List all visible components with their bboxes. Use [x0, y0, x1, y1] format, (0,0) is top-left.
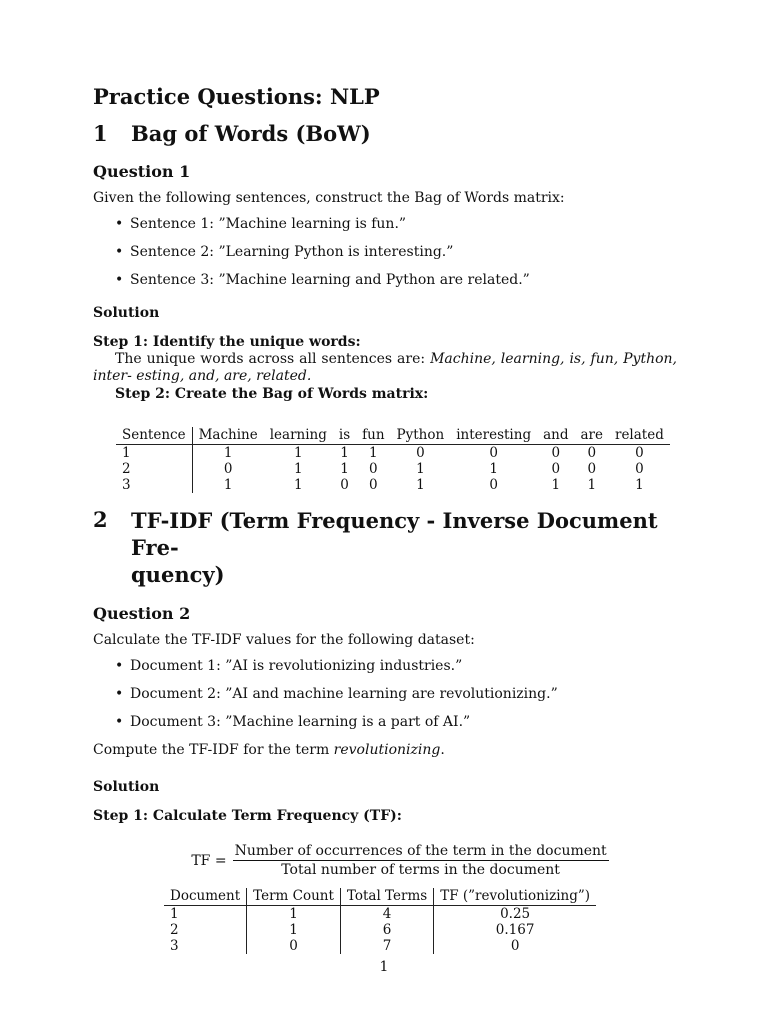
bow-table [116, 427, 670, 493]
table-cell: 1 [294, 461, 303, 477]
table-row [116, 477, 670, 493]
formula-fraction [233, 843, 609, 878]
table-cell: 0 [489, 477, 498, 493]
table-cell: 1 [340, 461, 349, 477]
table-header-cell: TF (”revolutionizing”) [440, 888, 591, 904]
table-cell: 7 [340, 938, 433, 954]
section-2-title-line-2: quency) [131, 562, 225, 587]
table-cell: 0 [340, 477, 349, 493]
table-header-cell: Python [396, 427, 445, 443]
table-cell: 1 [294, 445, 303, 461]
table-cell: 1 [116, 445, 192, 462]
table-cell: 0 [510, 938, 520, 954]
table-cell: 3 [116, 477, 192, 493]
page-number: 1 [379, 959, 389, 975]
tf-table [164, 888, 596, 954]
table-cell: 0 [551, 445, 561, 461]
compute-lead: Compute the TF-IDF for the term [93, 742, 334, 758]
compute-term: revolutionizing [333, 742, 441, 758]
table-cell: 1 [223, 477, 233, 493]
table-cell: 1 [247, 922, 341, 938]
table-header-cell: Sentence [116, 427, 192, 445]
table-header-cell: Document [164, 888, 247, 906]
document-page [93, 78, 677, 954]
tf-step-heading: Step 1: Calculate Term Frequency (TF): [93, 808, 402, 824]
section-1-number: 1 [93, 121, 108, 146]
table-row [116, 445, 670, 462]
question-2-prompt: Calculate the TF-IDF values for the following dataset: [93, 632, 475, 648]
unique-words-list: Machine, learning, is, fun, Python, inter- esting, and, are, related. [93, 351, 677, 384]
table-row [164, 938, 596, 954]
sentence-list [93, 215, 677, 289]
section-2-number: 2 [93, 507, 108, 532]
step-2-heading: Step 2: Create the Bag of Words matrix: [115, 386, 429, 402]
tf-formula [123, 843, 677, 878]
document-item: • Document 2: ”AI and machine learning are revolutionizing.” [113, 685, 677, 703]
table-header-cell: Total Terms [340, 888, 433, 906]
sentence-item: • Sentence 1: ”Machine learning is fun.” [113, 215, 677, 233]
formula-denominator: Total number of terms in the document [281, 862, 560, 878]
table-cell: 0 [223, 461, 233, 477]
tf-table-wrap [164, 888, 677, 954]
table-cell: 1 [164, 906, 247, 923]
table-cell: 1 [369, 445, 378, 461]
solution-2-title: Solution [93, 779, 160, 795]
question-2-title: Question 2 [93, 604, 191, 623]
table-cell: 0.25 [500, 906, 531, 922]
table-header-cell: Term Count [247, 888, 341, 906]
table-header-cell: is [338, 427, 351, 443]
section-1-heading [93, 121, 677, 146]
formula-lhs: TF = [191, 852, 227, 869]
table-cell: 0 [247, 938, 341, 954]
sentence-item: • Sentence 2: ”Learning Python is interesting.” [113, 243, 677, 261]
table-cell: 1 [551, 477, 561, 493]
table-cell: 0 [416, 445, 425, 461]
table-cell: 1 [587, 477, 597, 493]
compute-end: . [440, 742, 445, 758]
sentence-item: • Sentence 3: ”Machine learning and Python are related.” [113, 271, 677, 289]
table-header-cell: and [543, 427, 569, 443]
question-1-prompt: Given the following sentences, construct the Bag of Words matrix: [93, 190, 565, 206]
table-row [164, 906, 596, 923]
table-cell: 2 [116, 461, 192, 477]
table-header-row [164, 888, 596, 906]
document-title: Practice Questions: NLP [93, 84, 380, 109]
document-list [93, 657, 677, 731]
solution-1-title: Solution [93, 305, 160, 321]
table-cell: 0 [551, 461, 561, 477]
table-cell: 1 [294, 477, 303, 493]
table-header-cell: learning [269, 427, 327, 443]
table-cell: 3 [164, 938, 247, 954]
table-cell: 0 [635, 445, 644, 461]
table-cell: 2 [164, 922, 247, 938]
unique-words-lead: The unique words across all sentences are: [115, 351, 431, 367]
table-cell: 0 [369, 461, 378, 477]
section-2-title-line-1: TF-IDF (Term Frequency - Inverse Document Fre- [131, 508, 658, 560]
section-1-title: Bag of Words (BoW) [131, 121, 371, 146]
bow-table-wrap [116, 427, 677, 493]
section-2-heading [93, 507, 677, 588]
table-cell: 1 [416, 477, 425, 493]
table-cell: 0.167 [495, 922, 535, 938]
table-cell: 0 [587, 445, 597, 461]
unique-words-paragraph [93, 351, 677, 385]
question-1-title: Question 1 [93, 162, 191, 181]
table-cell: 0 [635, 461, 644, 477]
table-row [116, 461, 670, 477]
table-cell: 6 [340, 922, 433, 938]
table-cell: 1 [489, 461, 498, 477]
compute-instruction [93, 741, 677, 759]
step-1-heading: Step 1: Identify the unique words: [93, 334, 361, 350]
document-item: • Document 3: ”Machine learning is a part of AI.” [113, 713, 677, 731]
formula-numerator: Number of occurrences of the term in the document [234, 843, 607, 859]
table-row [164, 922, 596, 938]
table-header-cell: related [614, 427, 664, 443]
table-header-cell: Machine [198, 427, 258, 443]
table-cell: 1 [247, 906, 341, 923]
table-cell: 0 [587, 461, 597, 477]
table-cell: 1 [340, 445, 349, 461]
section-2-title [131, 507, 677, 588]
document-item: • Document 1: ”AI is revolutionizing industries.” [113, 657, 677, 675]
table-header-row [116, 427, 670, 445]
table-header-cell: are [580, 427, 603, 443]
table-cell: 0 [489, 445, 498, 461]
table-cell: 4 [340, 906, 433, 923]
table-cell: 0 [369, 477, 378, 493]
table-header-cell: fun [362, 427, 385, 443]
table-header-cell: interesting [456, 427, 532, 443]
table-cell: 1 [223, 445, 233, 461]
table-cell: 1 [416, 461, 425, 477]
table-cell: 1 [635, 477, 644, 493]
